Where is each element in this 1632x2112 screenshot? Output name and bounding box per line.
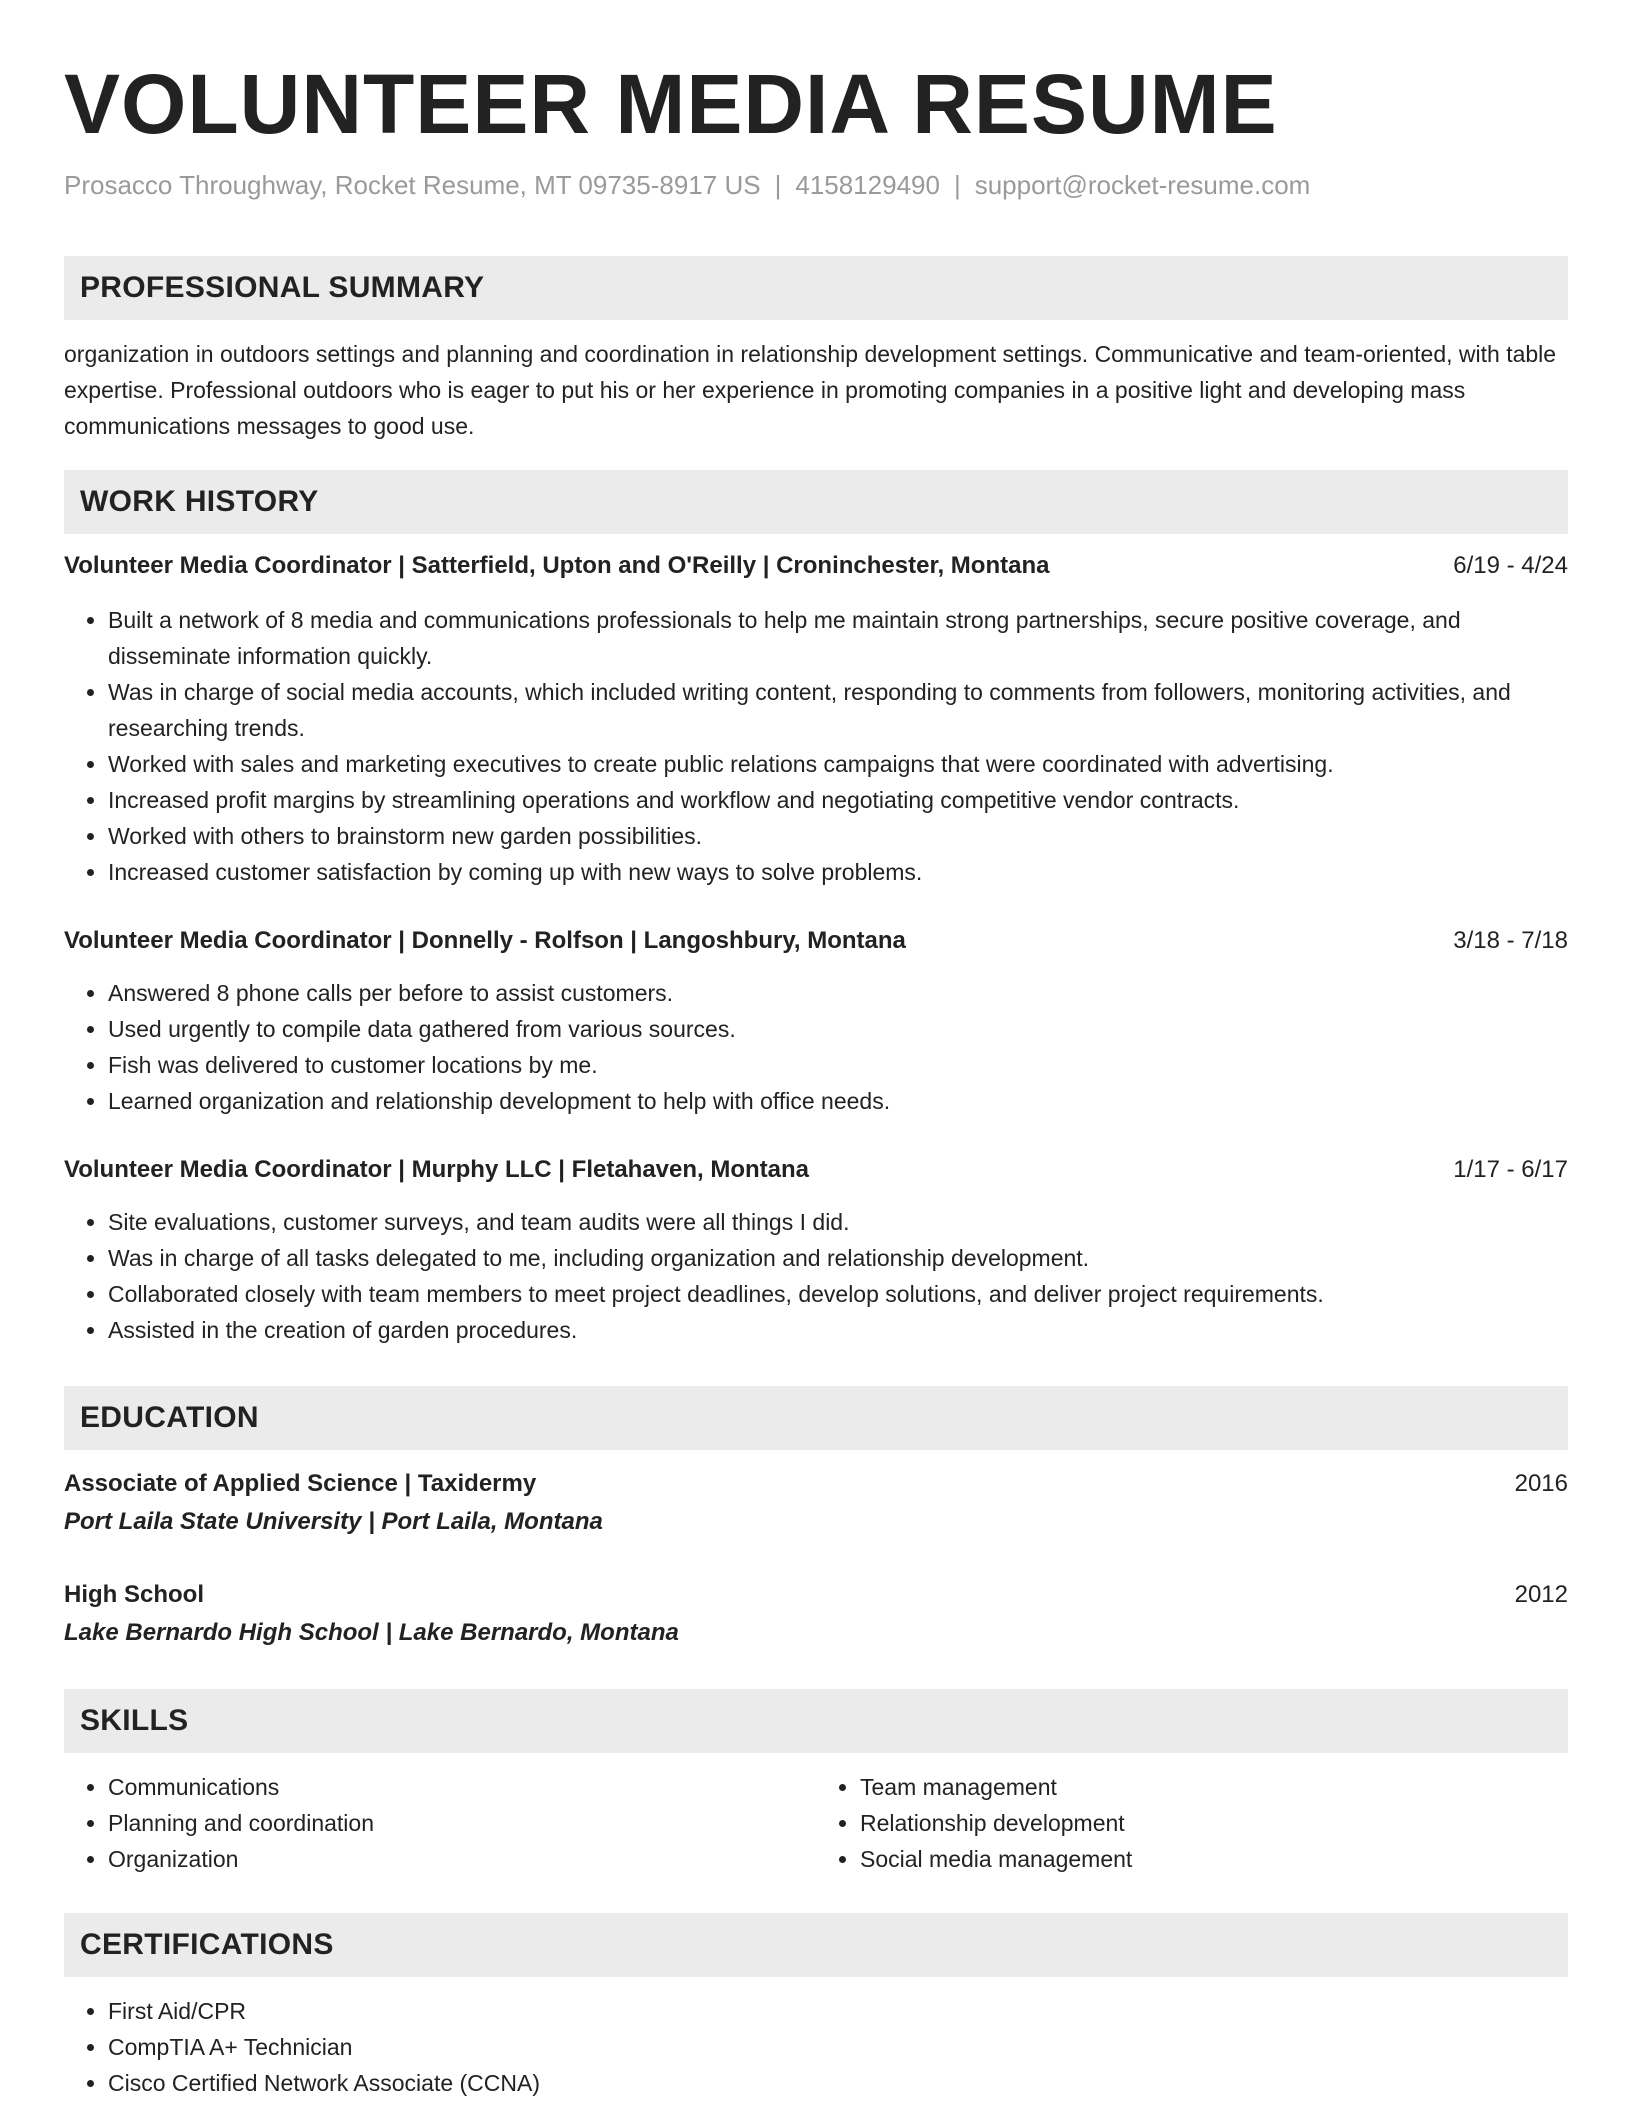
job-bullet: • Worked with sales and marketing executives to create public relations campaigns that were coordinated with advertising. bbox=[108, 746, 1568, 782]
job-bullet: • Worked with others to brainstorm new garden possibilities. bbox=[108, 818, 1568, 854]
section-heading-education: EDUCATION bbox=[64, 1386, 1568, 1450]
skill-item: • Relationship development bbox=[860, 1805, 1568, 1841]
section-heading-work-history: WORK HISTORY bbox=[64, 470, 1568, 534]
skill-item: • Planning and coordination bbox=[108, 1805, 816, 1841]
education-header bbox=[64, 1466, 1568, 1502]
contact-phone[interactable]: 4158129490 bbox=[795, 170, 940, 200]
contact-email[interactable]: support@rocket-resume.com bbox=[974, 170, 1311, 200]
job-header bbox=[64, 923, 1568, 959]
job-bullet: • Increased profit margins by streamlining operations and workflow and negotiating competitive vendor contracts. bbox=[108, 782, 1568, 818]
section-heading-certifications: CERTIFICATIONS bbox=[64, 1913, 1568, 1977]
education-degree: Associate of Applied Science | Taxidermy bbox=[64, 1470, 537, 1497]
job-title: Volunteer Media Coordinator | Satterfield, Upton and O'Reilly | Croninchester, Montana bbox=[64, 552, 1050, 579]
job-bullet: • Increased customer satisfaction by coming up with new ways to solve problems. bbox=[108, 854, 1568, 890]
resume-title: VOLUNTEER MEDIA RESUME bbox=[64, 57, 1278, 151]
job-bullet-list bbox=[64, 602, 1568, 890]
job-bullet: • Site evaluations, customer surveys, and team audits were all things I did. bbox=[108, 1204, 1568, 1240]
job-bullet: • Fish was delivered to customer locations by me. bbox=[108, 1047, 1568, 1083]
job-bullet: • Assisted in the creation of garden procedures. bbox=[108, 1312, 1568, 1348]
job-bullet-list bbox=[64, 1204, 1568, 1348]
skills-column-left bbox=[64, 1769, 816, 1877]
education-entry bbox=[64, 1466, 1568, 1542]
education-entry bbox=[64, 1577, 1568, 1653]
job-bullet-list bbox=[64, 975, 1568, 1119]
job-title: Volunteer Media Coordinator | Murphy LLC | Fletahaven, Montana bbox=[64, 1156, 810, 1183]
skill-item: • Social media management bbox=[860, 1841, 1568, 1877]
skills-grid bbox=[64, 1769, 1568, 1877]
skill-item: • Communications bbox=[108, 1769, 816, 1805]
education-year: 2016 bbox=[1514, 1470, 1568, 1497]
job-bullet: • Answered 8 phone calls per before to assist customers. bbox=[108, 975, 1568, 1011]
job-dates: 3/18 - 7/18 bbox=[1453, 927, 1568, 954]
job-dates: 1/17 - 6/17 bbox=[1453, 1156, 1568, 1183]
job-bullet: • Was in charge of all tasks delegated to me, including organization and relationship development. bbox=[108, 1240, 1568, 1276]
certification-list bbox=[64, 1993, 1568, 2101]
education-school: Port Laila State University | Port Laila, Montana bbox=[64, 1508, 603, 1535]
job-bullet: • Learned organization and relationship development to help with office needs. bbox=[108, 1083, 1568, 1119]
job-title: Volunteer Media Coordinator | Donnelly - Rolfson | Langoshbury, Montana bbox=[64, 927, 906, 954]
certification-item: • First Aid/CPR bbox=[108, 1993, 1568, 2029]
education-degree: High School bbox=[64, 1581, 204, 1608]
certification-item: • Cisco Certified Network Associate (CCNA) bbox=[108, 2065, 1568, 2101]
skills-column-right bbox=[816, 1769, 1568, 1877]
certification-item: • CompTIA A+ Technician bbox=[108, 2029, 1568, 2065]
job-bullet: • Collaborated closely with team members to meet project deadlines, develop solutions, and deliver project requirements. bbox=[108, 1276, 1568, 1312]
contact-line bbox=[64, 168, 1568, 202]
education-header bbox=[64, 1577, 1568, 1613]
job-entry bbox=[64, 548, 1568, 890]
contact-separator: | bbox=[774, 170, 782, 200]
skill-item: • Organization bbox=[108, 1841, 816, 1877]
job-dates: 6/19 - 4/24 bbox=[1453, 552, 1568, 579]
section-heading-skills: SKILLS bbox=[64, 1689, 1568, 1753]
section-heading-summary: PROFESSIONAL SUMMARY bbox=[64, 256, 1568, 320]
skill-item: • Team management bbox=[860, 1769, 1568, 1805]
summary-text: organization in outdoors settings and planning and coordination in relationship development settings. Communicative and team-oriented, with table expertise. Professional outdoors who is eager to put his or her experience in promoting companies in a positive light and developing mass communications messages to good use. bbox=[64, 341, 1557, 439]
contact-separator: | bbox=[953, 170, 961, 200]
job-bullet: • Was in charge of social media accounts, which included writing content, responding to comments from followers, monitoring activities, and researching trends. bbox=[108, 674, 1568, 746]
contact-address: Prosacco Throughway, Rocket Resume, MT 09735-8917 US bbox=[64, 170, 761, 200]
education-school: Lake Bernardo High School | Lake Bernardo, Montana bbox=[64, 1619, 679, 1646]
education-year: 2012 bbox=[1514, 1581, 1568, 1608]
job-header bbox=[64, 548, 1568, 584]
job-entry bbox=[64, 1152, 1568, 1348]
job-entry bbox=[64, 923, 1568, 1119]
job-header bbox=[64, 1152, 1568, 1188]
job-bullet: • Used urgently to compile data gathered from various sources. bbox=[108, 1011, 1568, 1047]
job-bullet: • Built a network of 8 media and communications professionals to help me maintain strong partnerships, secure positive coverage, and disseminate information quickly. bbox=[108, 602, 1568, 674]
